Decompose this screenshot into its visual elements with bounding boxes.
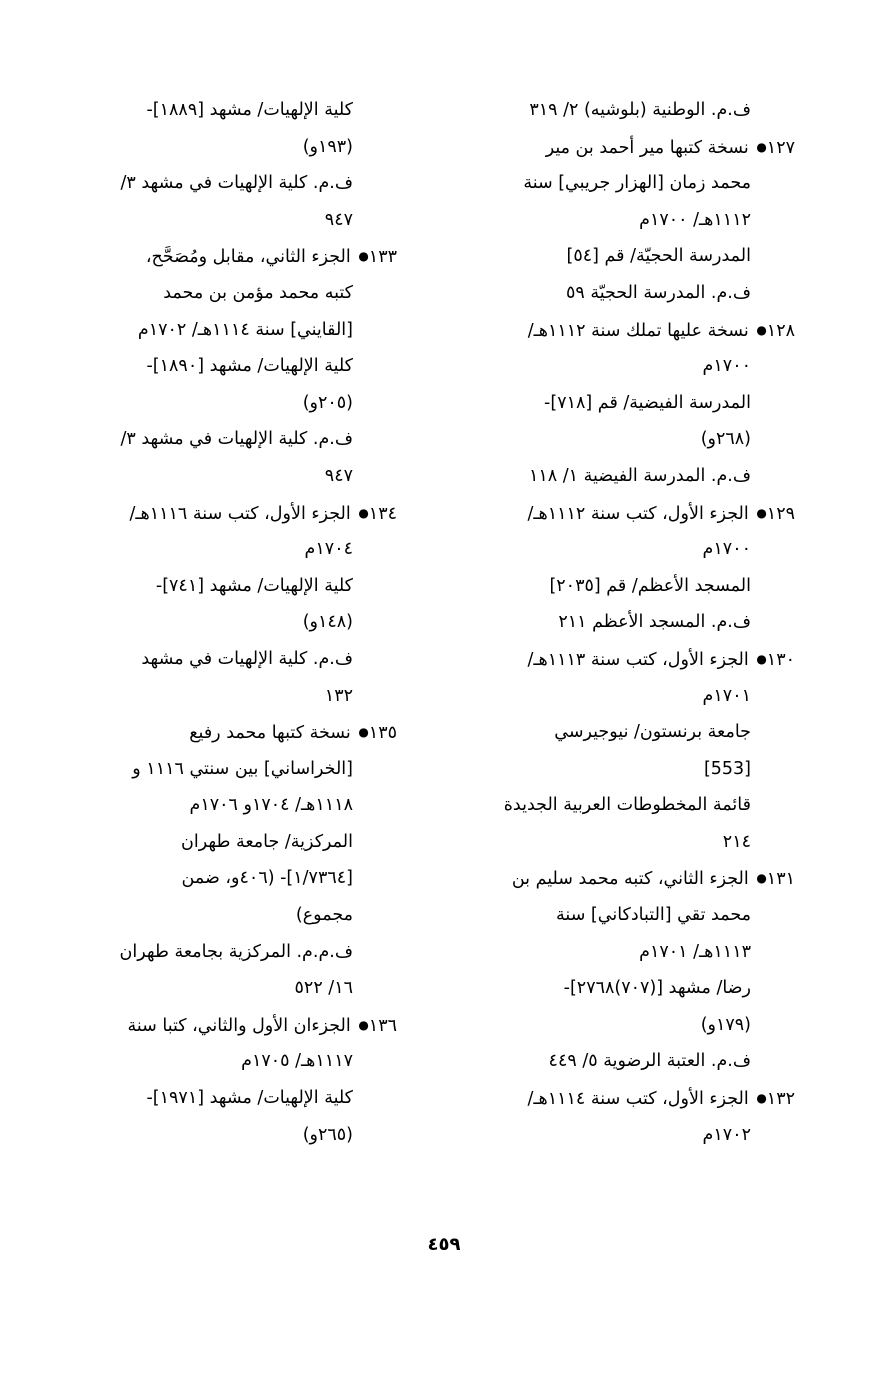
entry-text-line: رضا/ مشهد [(٧٠٧)٢٧٦٨]- <box>563 978 751 999</box>
entry-number: ١٣٥ <box>368 723 397 744</box>
entry-heading-line <box>455 312 795 349</box>
entry-heading-line <box>72 495 397 532</box>
entry-number: ١٣٦ <box>368 1015 397 1036</box>
entry-heading-line <box>72 714 397 751</box>
entry-text-line: ف.م. كلية الإلهيات في مشهد ٣/ <box>120 429 353 450</box>
entry-text-line: المدرسة الفيضية/ قم [٧١٨]- <box>544 392 751 413</box>
entry-text-line: ١١١٧هـ/ ١٧٠٥م <box>241 1051 353 1072</box>
entry-text: الجزء الأول، كتب سنة ١١١٢هـ/ <box>527 503 755 524</box>
entry-text-line: كلية الإلهيات/ مشهد [١٨٩٠]- <box>146 356 353 377</box>
entry-text: الجزء الثاني، كتبه محمد سليم بن <box>511 869 755 890</box>
entry-text-line: (٢٦٨و) <box>700 429 751 450</box>
entry-text-line: ف.م. المدرسة الحجيّة ٥٩ <box>565 282 751 303</box>
entry-text-line: محمد زمان [الهزار جريبي] سنة <box>523 173 751 194</box>
entry-number: ١٢٨ <box>766 320 795 341</box>
entry-text-line: ١١١٣هـ/ ١٧٠١م <box>639 941 751 962</box>
entry-text-line: ف.م. كلية الإلهيات في مشهد <box>141 648 353 669</box>
entry-text-line: ١٧٠١م <box>702 685 751 706</box>
bullet-icon: ● <box>358 249 369 264</box>
entry-text-line: ١٦/ ٥٢٢ <box>294 978 353 999</box>
entry-text-line: ١٧٠٠م <box>702 356 751 377</box>
entry-number: ١٣٣ <box>368 247 397 268</box>
entry-text: الجزء الأول، كتب سنة ١١١٤هـ/ <box>527 1089 755 1110</box>
left-column <box>72 92 397 1153</box>
entry-text: نسخة عليها تملك سنة ١١١٢هـ/ <box>527 320 755 341</box>
entry-heading-line <box>72 238 397 275</box>
entry-text-line: ١١١٢هـ/ ١٧٠٠م <box>639 209 751 230</box>
entry-text-line: (٢٠٥و) <box>302 392 353 413</box>
bullet-icon: ● <box>756 505 767 520</box>
entry-text-line: [553] <box>703 758 751 779</box>
entry-text-line: قائمة المخطوطات العربية الجديدة <box>503 795 751 816</box>
entry-text-line: كلية الإلهيات/ مشهد [١٩٧١]- <box>146 1088 353 1109</box>
bullet-icon: ● <box>756 322 767 337</box>
entry-text-line: مجموع) <box>295 905 353 926</box>
right-column <box>455 92 795 1153</box>
entry-text: الجزءان الأول والثاني، كتبا سنة <box>127 1015 357 1036</box>
entry-text-line: ف.م. العتبة الرضوية ٥/ ٤٤٩ <box>548 1051 751 1072</box>
entry-text-line: كلية الإلهيات/ مشهد [١٨٨٩]- <box>146 100 353 120</box>
bullet-icon: ● <box>358 725 369 740</box>
entry-number: ١٢٧ <box>766 137 795 158</box>
entry-text-line: المركزية/ جامعة طهران <box>181 831 353 852</box>
entry-text-line: [الخراساني] بين سنتي ١١١٦ و <box>132 758 353 779</box>
bullet-icon: ● <box>358 1017 369 1032</box>
entry-text-line: ف.م. كلية الإلهيات في مشهد ٣/ <box>120 173 353 194</box>
entry-number: ١٣٢ <box>766 1089 795 1110</box>
entry-text-line: (١٩٣و) <box>302 136 353 157</box>
entry-text-line: ١١١٨هـ/ ١٧٠٤و ١٧٠٦م <box>189 795 353 816</box>
entry-heading-line <box>455 1080 795 1117</box>
entry-text-line: جامعة برنستون/ نيوجيرسي <box>554 722 751 743</box>
bullet-icon: ● <box>358 505 369 520</box>
entry-heading-line <box>72 1007 397 1044</box>
entry-text-line: ف.م.م. المركزية بجامعة طهران <box>119 941 353 962</box>
entry-text-line: كلية الإلهيات/ مشهد [٧٤١]- <box>155 575 353 596</box>
entry-text-line: ٢١٤ <box>722 831 751 852</box>
entry-text-line: ١٧٠٢م <box>702 1124 751 1145</box>
entry-text-line: المسجد الأعظم/ قم [٢٠٣٥] <box>549 575 751 596</box>
entry-text: الجزء الثاني، مقابل ومُصَحَّح، <box>145 247 357 268</box>
entry-text-line: [١/٧٣٦٤]- (٤٠٦و، ضمن <box>181 868 353 889</box>
entry-text-line: ف.م. المسجد الأعظم ٢١١ <box>558 612 751 633</box>
bullet-icon: ● <box>756 871 767 886</box>
entry-text-line: المدرسة الحجيّة/ قم [٥٤] <box>566 246 751 267</box>
entry-heading-line <box>455 495 795 532</box>
entry-text-line: ٩٤٧ <box>324 465 353 486</box>
entry-text: نسخة كتبها مير أحمد بن مير <box>545 137 755 158</box>
entry-text-line: (١٤٨و) <box>302 612 353 633</box>
entry-number: ١٣٤ <box>368 503 397 524</box>
entry-heading-line <box>455 129 795 166</box>
entry-number: ١٣٠ <box>766 649 795 670</box>
page-number: ٤٥٩ <box>427 1234 461 1255</box>
entry-text-line: كتبه محمد مؤمن بن محمد <box>163 282 353 303</box>
bullet-icon: ● <box>756 651 767 666</box>
bullet-icon: ● <box>756 1091 767 1106</box>
entry-text: نسخة كتبها محمد رفيع <box>189 723 357 744</box>
entry-number: ١٣١ <box>766 869 795 890</box>
entry-text-line: ٩٤٧ <box>324 209 353 230</box>
entry-text-line: ف.م. الوطنية (بلوشيه) ٢/ ٣١٩ <box>529 100 751 120</box>
entry-text: الجزء الأول، كتب سنة ١١١٣هـ/ <box>527 649 755 670</box>
entry-text-line: (٢٦٥و) <box>302 1124 353 1145</box>
entry-text-line: (١٧٩و) <box>700 1014 751 1035</box>
entry-text-line: [القايني] سنة ١١١٤هـ/ ١٧٠٢م <box>137 319 353 340</box>
entry-number: ١٢٩ <box>766 503 795 524</box>
entry-text-line: محمد تقي [التبادكاني] سنة <box>556 905 751 926</box>
bullet-icon: ● <box>756 139 767 154</box>
entry-text-line: ف.م. المدرسة الفيضية ١/ ١١٨ <box>528 465 751 486</box>
entry-heading-line <box>455 860 795 897</box>
entry-text-line: ١٧٠٠م <box>702 539 751 560</box>
entry-text-line: ١٧٠٤م <box>304 539 353 560</box>
entry-heading-line <box>455 641 795 678</box>
entry-text-line: ١٣٢ <box>324 685 353 706</box>
entry-text: الجزء الأول، كتب سنة ١١١٦هـ/ <box>129 503 357 524</box>
